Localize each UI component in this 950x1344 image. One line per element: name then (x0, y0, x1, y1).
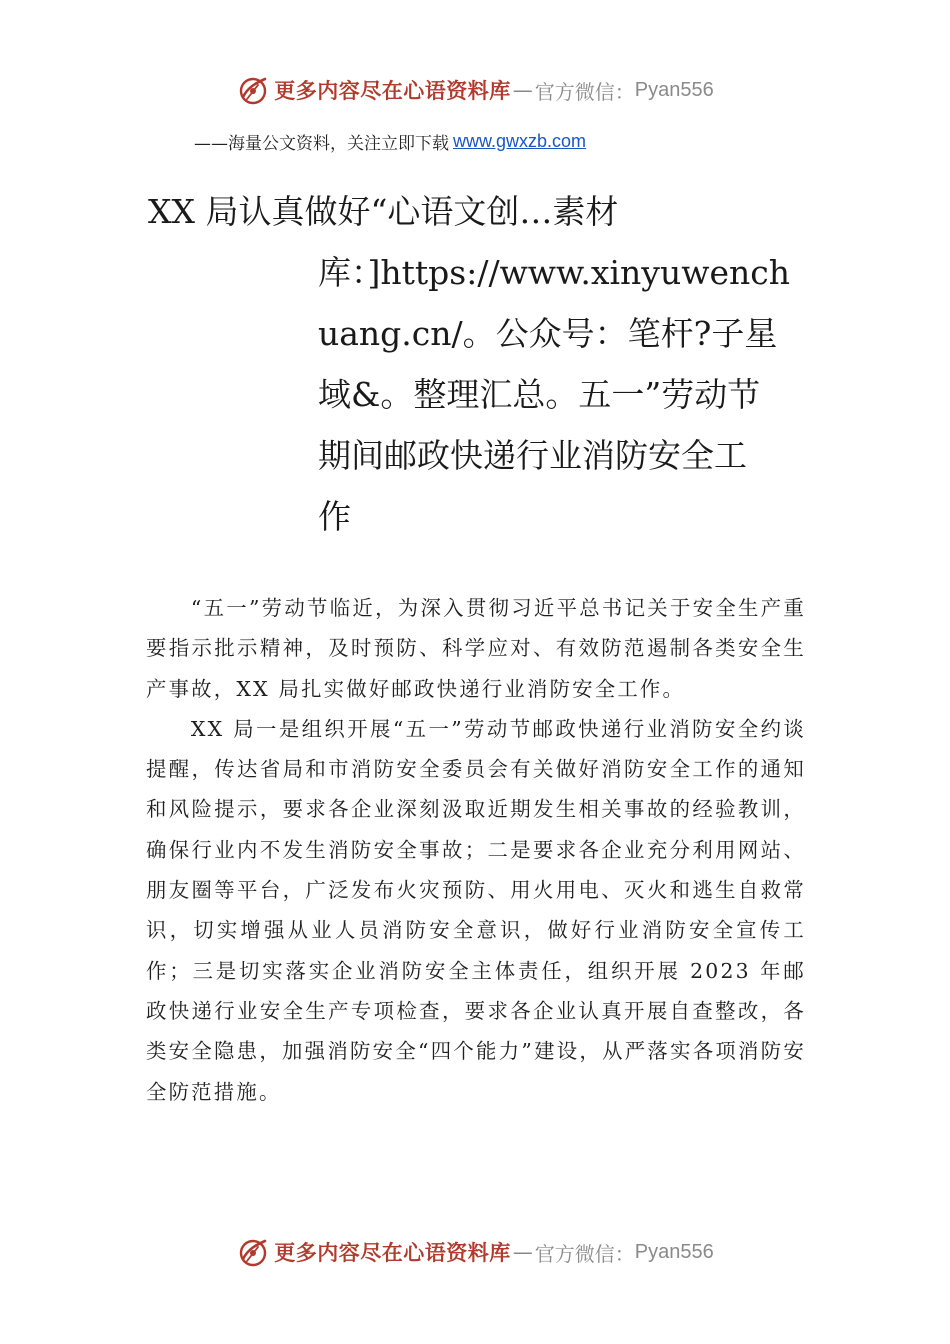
body-paragraph: XX 局一是组织开展“五一”劳动节邮政快递行业消防安全约谈提醒，传达省局和市消防安全委员会有关做好消防安全工作的通知和风险提示，要求各企业深刻汲取近期发生相关事故的经验教训，确保行业内不发生消防安全事故；二是要求各企业充分利用网站、朋友圈等平台，广泛发布火灾预防、用火用电、灭火和逃生自救常识，切实增强从业人员消防安全意识，做好行业消防安全宣传工作；三是切实落实企业消防安全主体责任，组织开展 2023 年邮政快递行业安全生产专项检查，要求各企业认真开展自查整改，各类安全隐患，加强消防安全“四个能力”建设，从严落实各项消防安全防范措施。 (146, 716, 806, 1104)
title-line: 库：]https://www.xinyuwench (318, 253, 790, 292)
promo-text: ——海量公文资料，关注立即下载 (194, 133, 449, 154)
brand-logo-icon (236, 73, 270, 107)
download-promo-line (194, 128, 586, 154)
banner-wechat-id: Pyan556 (634, 1240, 714, 1263)
banner-lead-text: 更多内容尽在心语资料库 (274, 79, 511, 103)
title-line: uang.cn/。公众号：笔杆?子星 (318, 314, 778, 353)
banner-separator: — (512, 1240, 533, 1264)
document-title-first-line: XX 局认真做好“心语文创…素材 (148, 192, 619, 231)
title-line: 作 (318, 497, 351, 536)
brand-logo-icon (236, 1235, 270, 1269)
banner-separator: — (512, 78, 533, 102)
banner-wechat-id: Pyan556 (634, 78, 714, 101)
body-paragraph: “五一”劳动节临近，为深入贯彻习近平总书记关于安全生产重要指示批示精神，及时预防、科学应对、有效防范遏制各类安全生产事故，XX 局扎实做好邮政快递行业消防安全工作。 (146, 596, 806, 701)
title-line: 域&。整理汇总。五一”劳动节 (318, 375, 761, 414)
banner-wechat-label: 官方微信： (534, 1241, 635, 1266)
download-site-link[interactable]: www.gwxzb.com (453, 130, 587, 151)
banner-lead-text: 更多内容尽在心语资料库 (274, 1241, 511, 1265)
title-line: 期间邮政快递行业消防安全工 (318, 436, 747, 475)
banner-wechat-label: 官方微信： (534, 79, 635, 104)
footer-banner (0, 1232, 950, 1272)
document-title-continuation (318, 242, 796, 547)
document-body (146, 588, 806, 1112)
header-banner (0, 70, 950, 110)
